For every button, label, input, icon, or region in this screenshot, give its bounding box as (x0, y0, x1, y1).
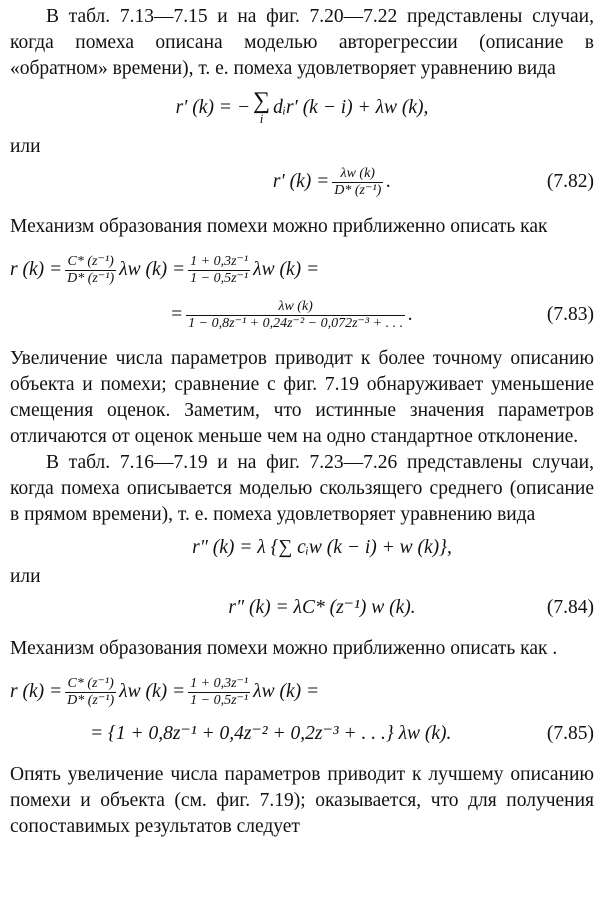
equation-7-85-line2: = {1 + 0,8z⁻¹ + 0,4z⁻² + 0,2z⁻³ + . . .} λw (k). (7.85) (10, 716, 594, 752)
equation-7-82: r′ (k) = $\frac{\lambda w (k)}{\text{D* (z⁻¹)}}$ . (7.82) (272, 165, 594, 198)
equation-number-7-82: (7.82) (546, 171, 594, 192)
eq785-fraction-cd: $\frac{\text{C* (z⁻¹)}}{\text{D* (z⁻¹)}}$ (67, 675, 115, 708)
equation-ma-noise: r″ (k) = λ {∑ cᵢw (k − i) + w (k)}, (192, 537, 452, 558)
equation-number-7-85: (7.85) (546, 723, 594, 744)
equation-7-85-line1: r (k) = $\frac{\text{C* (z⁻¹)}}{\text{D* (z⁻¹)}}$ λw (k) = $\frac{\text{1 + 0,3z⁻¹}}{\text{1 − 0,5z⁻¹}}$ λw (k) = (10, 675, 320, 708)
document-page (10, 4, 594, 840)
paragraph-intro-ar: В табл. 7.13—7.15 и на фиг. 7.20—7.22 представлены случаи, когда помеха описана моделью авторегрессии (описание в «обратном» времени), т. е. помеха удовлетворяет уравнению вида (10, 6, 594, 79)
paragraph-parameters-ma: Опять увеличение числа параметров приводит к лучшему описанию помехи и объекта (см. фиг. 7.19); оказывается, что для получения сопоставимых результатов следует (10, 764, 594, 837)
paragraph-parameters-ar: Увеличение числа параметров приводит к более точному описанию объекта и помехи; сравнение с фиг. 7.19 обнаруживает уменьшение смещения оценок. Заметим, что истинные значения параметров отличаются от оценок меньше чем на одно стандартное отклонение. (10, 348, 594, 447)
eq-ar-lhs: r′ (k) = − (175, 97, 251, 118)
eq785-fraction-numeric: $\frac{\text{1 + 0,3z⁻¹}}{\text{1 − 0,5z⁻¹}}$ (190, 675, 249, 708)
paragraph-intro-ma: В табл. 7.16—7.19 и на фиг. 7.23—7.26 представлены случаи, когда помеха описывается моделью скользящего среднего (описание в прямом времени), т. е. помеха удовлетворяет уравнению вида (10, 452, 594, 525)
eq782-lhs: r′ (k) = (272, 171, 330, 192)
connector-or-1: или (10, 136, 41, 157)
equation-7-84: r″ (k) = λC* (z⁻¹) w (k). (7.84) (10, 590, 594, 626)
eq782-fraction: $\frac{\lambda w (k)}{\text{D* (z⁻¹)}}$ (334, 165, 382, 198)
connector-or-2: или (10, 566, 41, 587)
eq783-fraction-cd: $\frac{\text{C* (z⁻¹)}}{\text{D* (z⁻¹)}}$ (67, 253, 115, 286)
summation-sign: ∑ i (253, 88, 271, 126)
eq-ar-rhs: dᵢr′ (k − i) + λw (k), (273, 97, 429, 118)
equation-7-83-line1: r (k) = $\frac{\text{C* (z⁻¹)}}{\text{D* (z⁻¹)}}$ λw (k) = $\frac{\text{1 + 0,3z⁻¹}}{\text{1 − 0,5z⁻¹}}$ λw (k) = (10, 253, 320, 286)
eq783-fraction-numeric: $\frac{\text{1 + 0,3z⁻¹}}{\text{1 − 0,5z⁻¹}}$ (190, 253, 249, 286)
equation-ar-noise (10, 82, 594, 134)
equation-number-7-84: (7.84) (546, 597, 594, 618)
paragraph-mechanism-1: Механизм образования помехи можно приближенно описать как (10, 216, 548, 237)
equation-7-83-line2: = $\frac{\lambda w (k)}{\text{1 − 0,8z⁻¹ + 0,24z⁻² − 0,072z⁻³ + . . .}}$ . (7.83) (170, 298, 594, 331)
paragraph-mechanism-2: Механизм образования помехи можно приближенно описать как . (10, 638, 558, 659)
eq783-fraction-expansion: $\frac{\lambda w (k)}{\text{1 − 0,8z⁻¹ + 0,24z⁻² − 0,072z⁻³ + . . .}}$ (188, 298, 404, 331)
equation-number-7-83: (7.83) (546, 304, 594, 325)
